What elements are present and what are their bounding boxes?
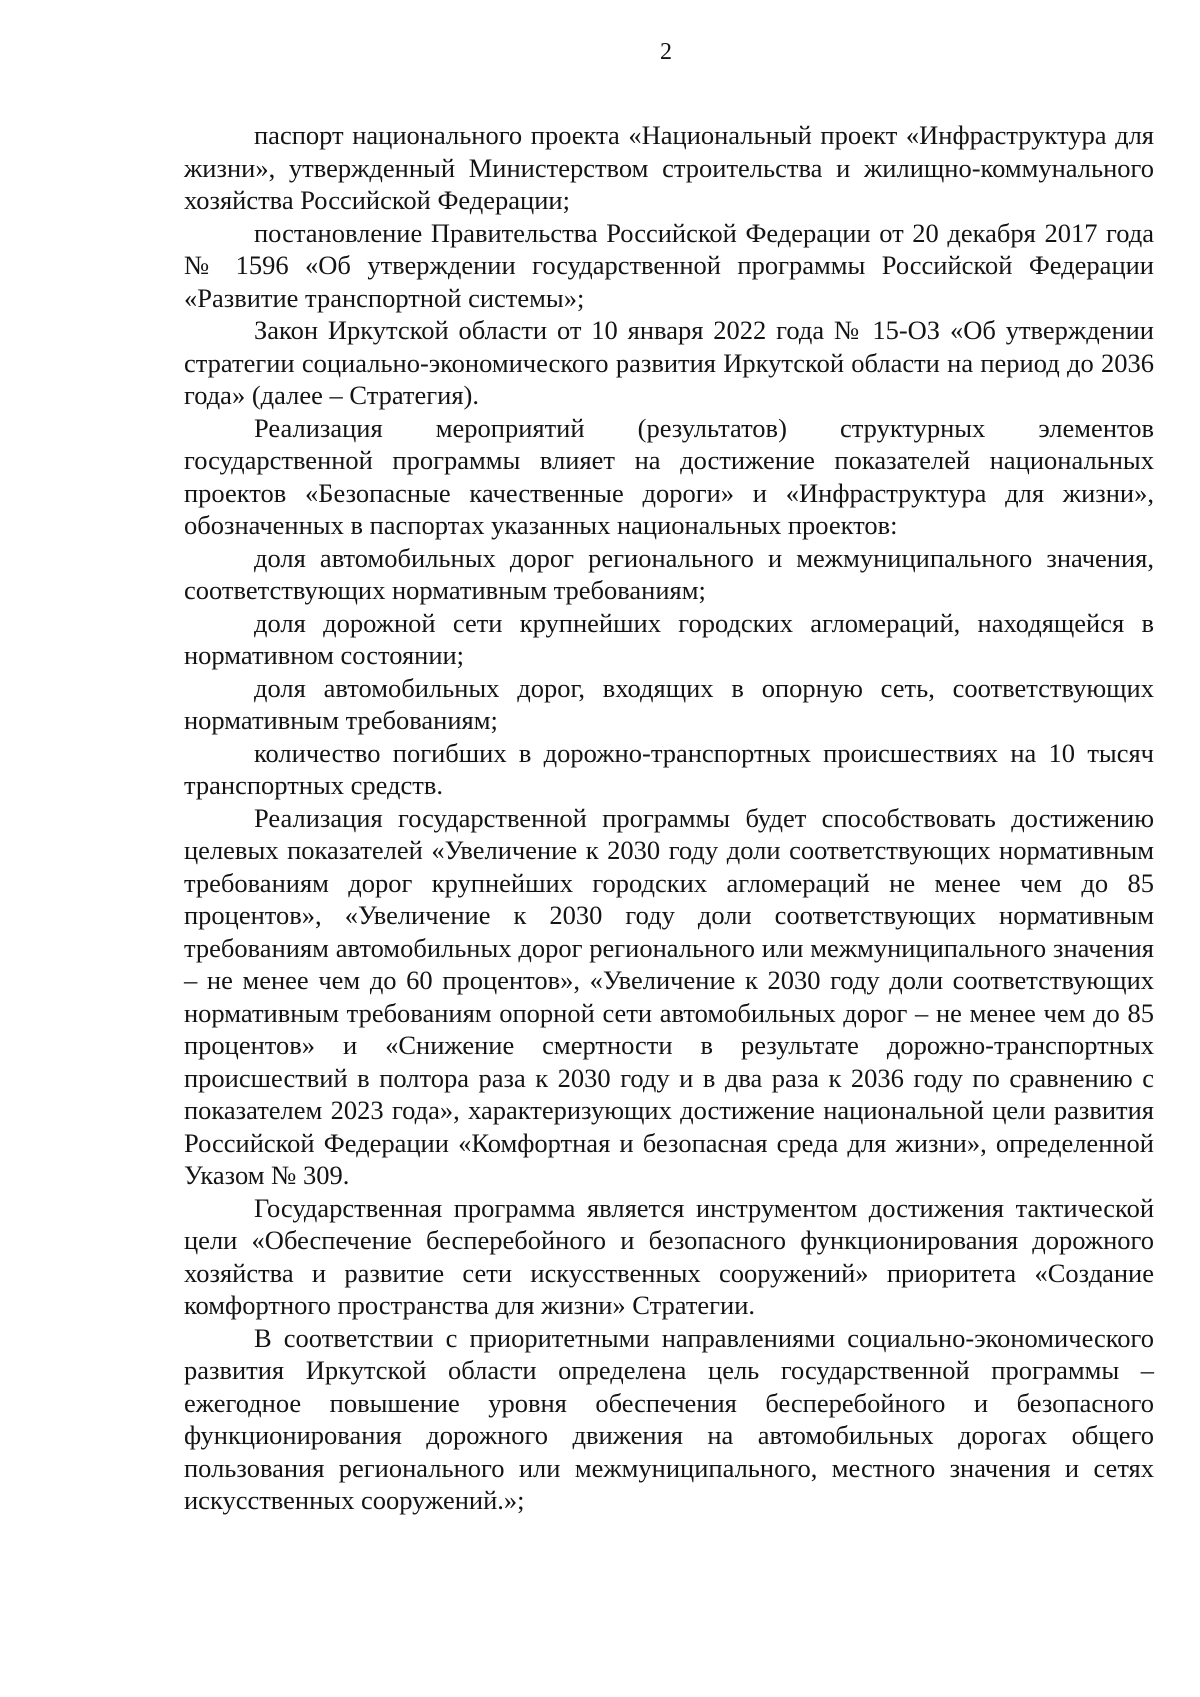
document-body	[184, 119, 1154, 1517]
paragraph-tactical-goal: Государственная программа является инструментом достижения тактической цели «Обеспечение бесперебойного и безопасного функционирования дорожного хозяйства и развитие сети искусственных сооружений» приоритета «Создание комфортного пространства для жизни» Стратегии.	[184, 1192, 1154, 1320]
list-item-core-network-share: доля автомобильных дорог, входящих в опорную сеть, соответствующих нормативным требованиям;	[184, 672, 1154, 735]
list-item-road-fatalities: количество погибших в дорожно-транспортных происшествиях на 10 тысяч транспортных средств.	[184, 737, 1154, 800]
paragraph-national-project-passport: паспорт национального проекта «Национальный проект «Инфраструктура для жизни», утвержденный Министерством строительства и жилищно-коммунального хозяйства Российской Федерации;	[184, 120, 1154, 215]
page-number: 2	[660, 39, 672, 65]
paragraph-program-goal: В соответствии с приоритетными направлениями социально-экономического развития Иркутской области определена цель государственной программы – ежегодное повышение уровня обеспечения бесперебойного и безопасного функционирования дорожного движения на автомобильных дорогах общего пользования регионального или межмуниципального, местного значения и сетях искусственных сооружений.»;	[184, 1322, 1154, 1515]
paragraph-irkutsk-law: Закон Иркутской области от 10 января 2022 года № 15-ОЗ «Об утверждении стратегии социально-экономического развития Иркутской области на период до 2036 года» (далее – Стратегия).	[184, 315, 1154, 410]
paragraph-government-resolution: постановление Правительства Российской Федерации от 20 декабря 2017 года № 1596 «Об утверждении государственной программы Российской Федерации «Развитие транспортной системы»;	[184, 217, 1154, 313]
paragraph-program-impact: Реализация мероприятий (результатов) структурных элементов государственной программы влияет на достижение показателей национальных проектов «Безопасные качественные дороги» и «Инфраструктура для жизни», обозначенных в паспортах указанных национальных проектов:	[184, 412, 1154, 540]
list-item-agglomeration-roads-share: доля дорожной сети крупнейших городских агломераций, находящейся в нормативном состоянии;	[184, 607, 1154, 670]
paragraph-target-indicators: Реализация государственной программы будет способствовать достижению целевых показателей «Увеличение к 2030 году доли соответствующих нормативным требованиям дорог крупнейших городских агломераций не менее чем до 85 процентов», «Увеличение к 2030 году доли соответствующих нормативным требованиям автомобильных дорог регионального или межмуниципального значения – не менее чем до 60 процентов», «Увеличение к 2030 году доли соответствующих нормативным требованиям опорной сети автомобильных дорог – не менее чем до 85 процентов» и «Снижение смертности в результате дорожно-транспортных происшествий в полтора раза к 2030 году и в два раза к 2036 году по сравнению с показателем 2023 года», характеризующих достижение национальной цели развития Российской Федерации «Комфортная и безопасная среда для жизни», определенной Указом № 309.	[184, 802, 1154, 1190]
list-item-regional-roads-share: доля автомобильных дорог регионального и межмуниципального значения, соответствующих нормативным требованиям;	[184, 542, 1154, 605]
